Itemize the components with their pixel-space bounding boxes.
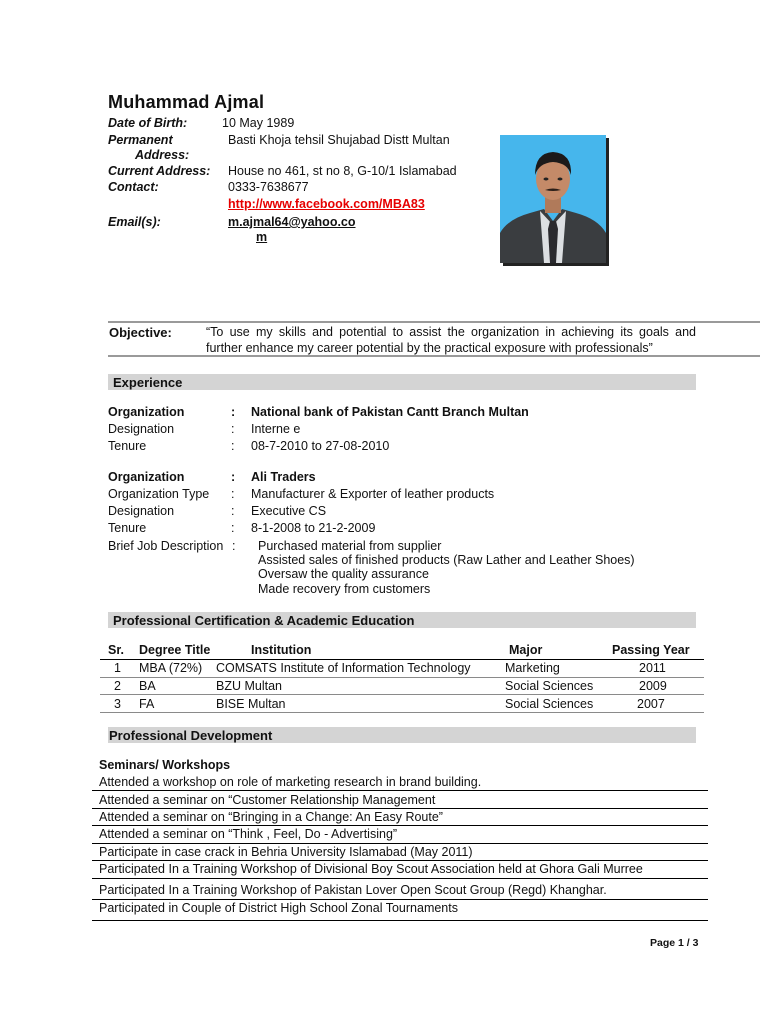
org2-brief-label: Brief Job Description bbox=[108, 539, 224, 553]
seminar-rule bbox=[92, 843, 708, 844]
duty-item: Purchased material from supplier bbox=[258, 539, 442, 553]
email-link[interactable]: m.ajmal64@yahoo.co bbox=[228, 215, 356, 229]
org1-designation-label: Designation bbox=[108, 422, 175, 436]
seminar-rule bbox=[92, 808, 708, 809]
org2-designation-label: Designation bbox=[108, 504, 175, 518]
seminar-item: Participated in Couple of District High School Zonal Tournaments bbox=[99, 901, 458, 915]
duty-item: Made recovery from customers bbox=[258, 582, 431, 596]
table-cell-sr: 1 bbox=[114, 661, 121, 675]
table-cell-degree: BA bbox=[139, 679, 156, 693]
col-header-year: Passing Year bbox=[612, 643, 690, 657]
permanent-address-label-2: Address: bbox=[135, 148, 190, 162]
org2-type-label: Organization Type bbox=[108, 487, 210, 501]
table-row-rule bbox=[100, 677, 704, 678]
email-link-continued[interactable]: m bbox=[256, 230, 268, 244]
table-row-rule bbox=[100, 712, 704, 713]
table-cell-institution: COMSATS Institute of Information Technology bbox=[216, 661, 471, 675]
dob-value: 10 May 1989 bbox=[222, 116, 295, 130]
objective-label: Objective: bbox=[109, 325, 172, 340]
colon: : bbox=[231, 470, 236, 484]
profile-photo bbox=[500, 135, 606, 263]
org2-tenure-label: Tenure bbox=[108, 521, 147, 535]
seminar-item: Participated In a Training Workshop of Pakistan Lover Open Scout Group (Regd) Khanghar. bbox=[99, 883, 607, 897]
col-header-sr: Sr. bbox=[108, 643, 124, 657]
objective-text: “To use my skills and potential to assist the organization in achieving its goals and further enhance my career potential by the practical exposure with professionals” bbox=[206, 325, 696, 355]
table-row-rule bbox=[100, 694, 704, 695]
email-label: Email(s): bbox=[108, 215, 161, 229]
objective-top-rule bbox=[108, 321, 760, 323]
table-cell-sr: 2 bbox=[114, 679, 121, 693]
seminar-item: Attended a seminar on “Bringing in a Change: An Easy Route” bbox=[99, 810, 443, 824]
org1-tenure-value: 08-7-2010 to 27-08-2010 bbox=[251, 439, 390, 453]
colon: : bbox=[231, 405, 236, 419]
col-header-institution: Institution bbox=[251, 643, 312, 657]
contact-label: Contact: bbox=[108, 180, 159, 194]
org2-tenure-value: 8-1-2008 to 21-2-2009 bbox=[251, 521, 376, 535]
seminar-rule bbox=[92, 825, 708, 826]
org2-type-value: Manufacturer & Exporter of leather products bbox=[251, 487, 495, 501]
table-cell-degree: FA bbox=[139, 697, 155, 711]
duty-item: Oversaw the quality assurance bbox=[258, 567, 429, 581]
colon: : bbox=[231, 521, 235, 535]
page-number: Page 1 / 3 bbox=[650, 937, 699, 949]
current-address-value: House no 461, st no 8, G-10/1 Islamabad bbox=[228, 164, 457, 178]
org1-designation-value: Interne e bbox=[251, 422, 301, 436]
col-header-degree: Degree Title bbox=[139, 643, 211, 657]
candidate-name: Muhammad Ajmal bbox=[108, 92, 265, 112]
table-cell-year: 2011 bbox=[639, 661, 666, 675]
colon: : bbox=[231, 487, 235, 501]
col-header-major: Major bbox=[509, 643, 543, 657]
table-cell-major: Marketing bbox=[505, 661, 560, 675]
seminar-rule bbox=[92, 790, 708, 791]
facebook-link[interactable]: http://www.facebook.com/MBA83 bbox=[228, 197, 425, 211]
seminar-item: Participate in case crack in Behria University Islamabad (May 2011) bbox=[99, 845, 473, 859]
seminar-rule bbox=[92, 878, 708, 879]
duty-item: Assisted sales of finished products (Raw Lather and Leather Shoes) bbox=[258, 553, 635, 567]
seminar-item: Attended a workshop on role of marketing research in brand building. bbox=[99, 775, 482, 789]
seminar-rule bbox=[92, 899, 708, 900]
org1-tenure-label: Tenure bbox=[108, 439, 147, 453]
org1-label: Organization bbox=[108, 405, 185, 419]
education-title: Professional Certification & Academic Education bbox=[113, 613, 415, 628]
experience-section-bar bbox=[108, 374, 696, 390]
table-cell-institution: BISE Multan bbox=[216, 697, 286, 711]
development-title: Professional Development bbox=[109, 728, 273, 743]
dob-label: Date of Birth: bbox=[108, 116, 188, 130]
table-cell-degree: MBA (72%) bbox=[139, 661, 203, 675]
colon: : bbox=[231, 422, 235, 436]
colon: : bbox=[231, 504, 235, 518]
org2-label: Organization bbox=[108, 470, 185, 484]
colon: : bbox=[232, 539, 236, 553]
contact-value: 0333-7638677 bbox=[228, 180, 309, 194]
table-cell-major: Social Sciences bbox=[505, 697, 594, 711]
seminar-rule bbox=[92, 920, 708, 921]
permanent-address-label: Permanent bbox=[108, 133, 173, 147]
seminar-item: Attended a seminar on “Think , Feel, Do - Advertising” bbox=[99, 827, 398, 841]
org1-value: National bank of Pakistan Cantt Branch Multan bbox=[251, 405, 529, 419]
seminar-item: Attended a seminar on “Customer Relationship Management bbox=[99, 793, 436, 807]
experience-title: Experience bbox=[113, 375, 183, 390]
table-cell-major: Social Sciences bbox=[505, 679, 594, 693]
seminar-rule bbox=[92, 860, 708, 861]
table-cell-sr: 3 bbox=[114, 697, 121, 711]
table-cell-institution: BZU Multan bbox=[216, 679, 282, 693]
seminar-item: Participated In a Training Workshop of Divisional Boy Scout Association held at Ghora Gali Murree bbox=[99, 862, 643, 876]
colon: : bbox=[231, 439, 235, 453]
seminars-subtitle: Seminars/ Workshops bbox=[99, 758, 231, 772]
current-address-label: Current Address: bbox=[108, 164, 211, 178]
objective-bottom-rule bbox=[108, 355, 760, 357]
org2-designation-value: Executive CS bbox=[251, 504, 327, 518]
org2-value: Ali Traders bbox=[251, 470, 316, 484]
permanent-address-value: Basti Khoja tehsil Shujabad Distt Multan bbox=[228, 133, 450, 147]
table-cell-year: 2009 bbox=[639, 679, 667, 693]
table-cell-year: 2007 bbox=[637, 697, 665, 711]
table-header-rule bbox=[100, 659, 704, 660]
